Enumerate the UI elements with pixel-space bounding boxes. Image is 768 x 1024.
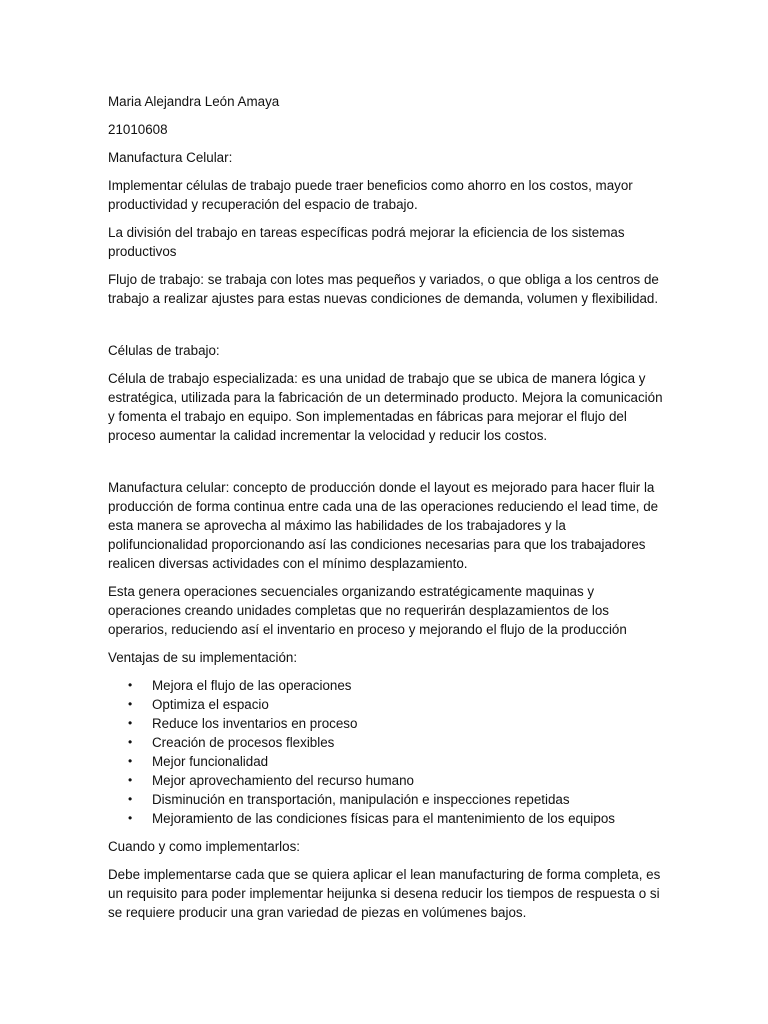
list-item-text: Optimiza el espacio: [152, 697, 269, 712]
paragraph-manufactura-celular: Manufactura celular: concepto de producción donde el layout es mejorado para hacer fluir la producción de forma continua entre cada una de las operaciones reduciendo el lead time, de esta manera se aprovecha al máximo las habilidades de los trabajadores y la polifuncionalidad proporcionando así las condiciones necesarias para que los trabajadores realicen diversas actividades con el mínimo desplazamiento.: [108, 480, 659, 571]
heading-cuando-como: Cuando y como implementarlos:: [108, 839, 301, 854]
ventajas-list: [108, 676, 668, 828]
bullet-icon: •: [128, 697, 133, 711]
paragraph-division-trabajo: La división del trabajo en tareas específicas podrá mejorar la eficiencia de los sistemas productivos: [108, 225, 625, 259]
list-item: [108, 809, 668, 828]
list-item: [108, 790, 668, 809]
author-name: Maria Alejandra León Amaya: [108, 94, 280, 109]
list-item-text: Mejora el flujo de las operaciones: [152, 678, 352, 693]
list-item-text: Reduce los inventarios en proceso: [152, 716, 358, 731]
document-title: Manufactura Celular:: [108, 150, 233, 165]
list-item: [108, 733, 668, 752]
list-item-text: Disminución en transportación, manipulación e inspecciones repetidas: [152, 792, 570, 807]
heading-celulas: Células de trabajo:: [108, 343, 220, 358]
spacer: [108, 317, 668, 341]
heading-ventajas: Ventajas de su implementación:: [108, 650, 298, 665]
bullet-icon: •: [128, 792, 133, 806]
list-item: [108, 771, 668, 790]
list-item: [108, 714, 668, 733]
student-id: 21010608: [108, 122, 168, 137]
bullet-icon: •: [128, 678, 133, 692]
paragraph-celula-especializada: Célula de trabajo especializada: es una unidad de trabajo que se ubica de manera lógica y estratégica, utilizada para la fabricación de un determinado producto. Mejora la comunicación y fomenta el trabajo en equipo. Son implementadas en fábricas para mejorar el flujo del proceso aumentar la calidad incrementar la velocidad y reducir los costos.: [108, 371, 663, 443]
list-item-text: Mejor funcionalidad: [152, 754, 269, 769]
list-item-text: Mejoramiento de las condiciones físicas para el mantenimiento de los equipos: [152, 811, 615, 826]
paragraph-operaciones-secuenciales: Esta genera operaciones secuenciales organizando estratégicamente maquinas y operaciones creando unidades completas que no requerirán desplazamientos de los operarios, reduciendo así el inventario en proceso y mejorando el flujo de la producción: [108, 584, 627, 637]
spacer: [108, 454, 668, 478]
paragraph-beneficios: Implementar células de trabajo puede traer beneficios como ahorro en los costos, mayor productividad y recuperación del espacio de trabajo.: [108, 178, 633, 212]
bullet-icon: •: [128, 773, 133, 787]
list-item-text: Mejor aprovechamiento del recurso humano: [152, 773, 415, 788]
bullet-icon: •: [128, 811, 133, 825]
bullet-icon: •: [128, 735, 133, 749]
list-item: [108, 676, 668, 695]
document-body: [108, 92, 668, 931]
list-item-text: Creación de procesos flexibles: [152, 735, 335, 750]
paragraph-flujo-trabajo: Flujo de trabajo: se trabaja con lotes mas pequeños y variados, o que obliga a los centros de trabajo a realizar ajustes para estas nuevas condiciones de demanda, volumen y flexibilidad.: [108, 272, 659, 306]
bullet-icon: •: [128, 754, 133, 768]
paragraph-implementacion: Debe implementarse cada que se quiera aplicar el lean manufacturing de forma completa, es un requisito para poder implementar heijunka si desena reducir los tiempos de respuesta o si se requiere producir una gran variedad de piezas en volúmenes bajos.: [108, 867, 661, 920]
list-item: [108, 752, 668, 771]
bullet-icon: •: [128, 716, 133, 730]
list-item: [108, 695, 668, 714]
